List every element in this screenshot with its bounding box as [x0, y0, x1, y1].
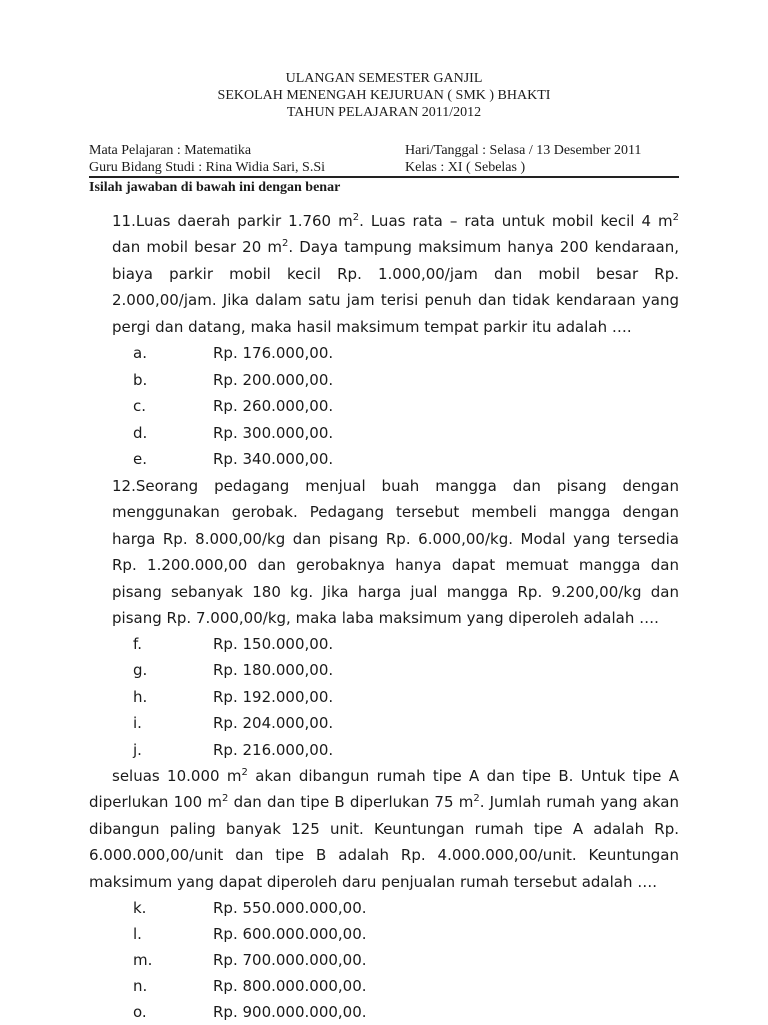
q13-text-part: seluas 10.000 m: [112, 767, 242, 785]
q11-text-part: 11.Luas daerah parkir 1.760 m: [112, 212, 353, 230]
q13-text-part: dan dan tipe B diperlukan 75 m: [228, 793, 474, 812]
option-value: Rp. 800.000.000,00.: [213, 977, 367, 995]
exam-title: ULANGAN SEMESTER GANJIL: [285, 71, 483, 86]
date-field: Hari/Tanggal : Selasa / 13 Desember 2011: [405, 143, 642, 158]
q11-text-part: . Daya tampung maksimum hanya 200 kendaraan, biaya parkir mobil kecil Rp. 1.000,00/jam dan mobil besar Rp. 2.000,00/jam. Jika dalam satu jam terisi penuh dan tidak kendaraan yang pergi dan datang, maka hasil maksimum tempat parkir itu adalah ….: [112, 238, 679, 336]
option-letter: h.: [133, 688, 148, 706]
option-value: Rp. 340.000,00.: [213, 450, 334, 468]
option-letter: e.: [133, 450, 147, 468]
option-value: Rp. 600.000.000,00.: [213, 925, 367, 943]
instruction-text: Isilah jawaban di bawah ini dengan benar: [89, 180, 341, 195]
school-name: SEKOLAH MENENGAH KEJURUAN ( SMK ) BHAKTI: [217, 88, 551, 103]
teacher-field: Guru Bidang Studi : Rina Widia Sari, S.Si: [89, 160, 326, 175]
option-value: Rp. 300.000,00.: [213, 424, 334, 442]
q13-text-part: akan dibangun rumah tipe A dan tipe B. Untuk tipe A diperlukan 100 m: [89, 767, 679, 812]
option-value: Rp. 150.000,00.: [213, 635, 334, 653]
option-letter: i.: [133, 714, 142, 732]
q11-text-part: . Luas rata – rata untuk mobil kecil 4 m: [359, 212, 673, 230]
q13-text-part: . Jumlah rumah yang akan dibangun paling banyak 125 unit. Keuntungan rumah tipe A adalah Rp. 6.000.000,00/unit dan tipe B adalah Rp. 4.000.000,00/unit. Keuntungan maksimum yang dapat diperoleh daru penjualan rumah tersebut adalah ….: [89, 793, 679, 891]
meta-left: [89, 142, 325, 176]
option-value: Rp. 192.000,00.: [213, 688, 334, 706]
option-value: Rp. 176.000,00.: [213, 344, 334, 362]
option-value: Rp. 260.000,00.: [213, 397, 334, 415]
option-letter: l.: [133, 925, 142, 943]
superscript: 2: [672, 212, 679, 223]
option-value: Rp. 216.000,00.: [213, 741, 334, 759]
option-letter: d.: [133, 424, 148, 442]
option-value: Rp. 900.000.000,00.: [213, 1003, 367, 1021]
option-letter: a.: [133, 344, 147, 362]
subject-field: Mata Pelajaran : Matematika: [89, 143, 252, 158]
superscript: 2: [352, 212, 360, 223]
question-12-text: 12.Seorang pedagang menjual buah mangga dan pisang dengan menggunakan gerobak. Pedagang tersebut membeli mangga dengan harga Rp. 8.000,00/kg dan pisang Rp. 6.000,00/kg. Modal yang tersedia Rp. 1.200.000,00 dan gerobaknya hanya dapat memuat mangga dan pisang sebanyak 180 kg. Jika harga jual mangga Rp. 9.200,00/kg dan pisang Rp. 7.000,00/kg, maka laba maksimum yang diperoleh adalah ….: [112, 477, 679, 628]
option-value: Rp. 700.000.000,00.: [213, 951, 367, 969]
option-letter: c.: [133, 397, 147, 415]
option-letter: b.: [133, 371, 148, 389]
option-letter: j.: [133, 741, 142, 759]
document-header: [0, 70, 768, 121]
option-value: Rp. 550.000.000,00.: [213, 899, 367, 917]
option-letter: g.: [133, 661, 148, 679]
option-letter: f.: [133, 635, 142, 653]
class-field: Kelas : XI ( Sebelas ): [405, 160, 526, 175]
option-value: Rp. 204.000,00.: [213, 714, 334, 732]
option-letter: n.: [133, 977, 148, 995]
question-11-text: [112, 208, 679, 340]
question-13-text: [89, 763, 679, 895]
option-value: Rp. 200.000,00.: [213, 371, 334, 389]
superscript: 2: [241, 767, 248, 778]
superscript: 2: [222, 793, 229, 805]
superscript: 2: [282, 238, 289, 250]
meta-right: [405, 142, 641, 176]
q11-text-part: dan mobil besar 20 m: [112, 238, 282, 257]
header-divider: [89, 176, 679, 178]
academic-year: TAHUN PELAJARAN 2011/2012: [286, 105, 482, 120]
option-letter: m.: [133, 951, 153, 969]
option-letter: k.: [133, 899, 147, 917]
option-value: Rp. 180.000,00.: [213, 661, 334, 679]
superscript: 2: [473, 793, 480, 805]
option-letter: o.: [133, 1003, 147, 1021]
